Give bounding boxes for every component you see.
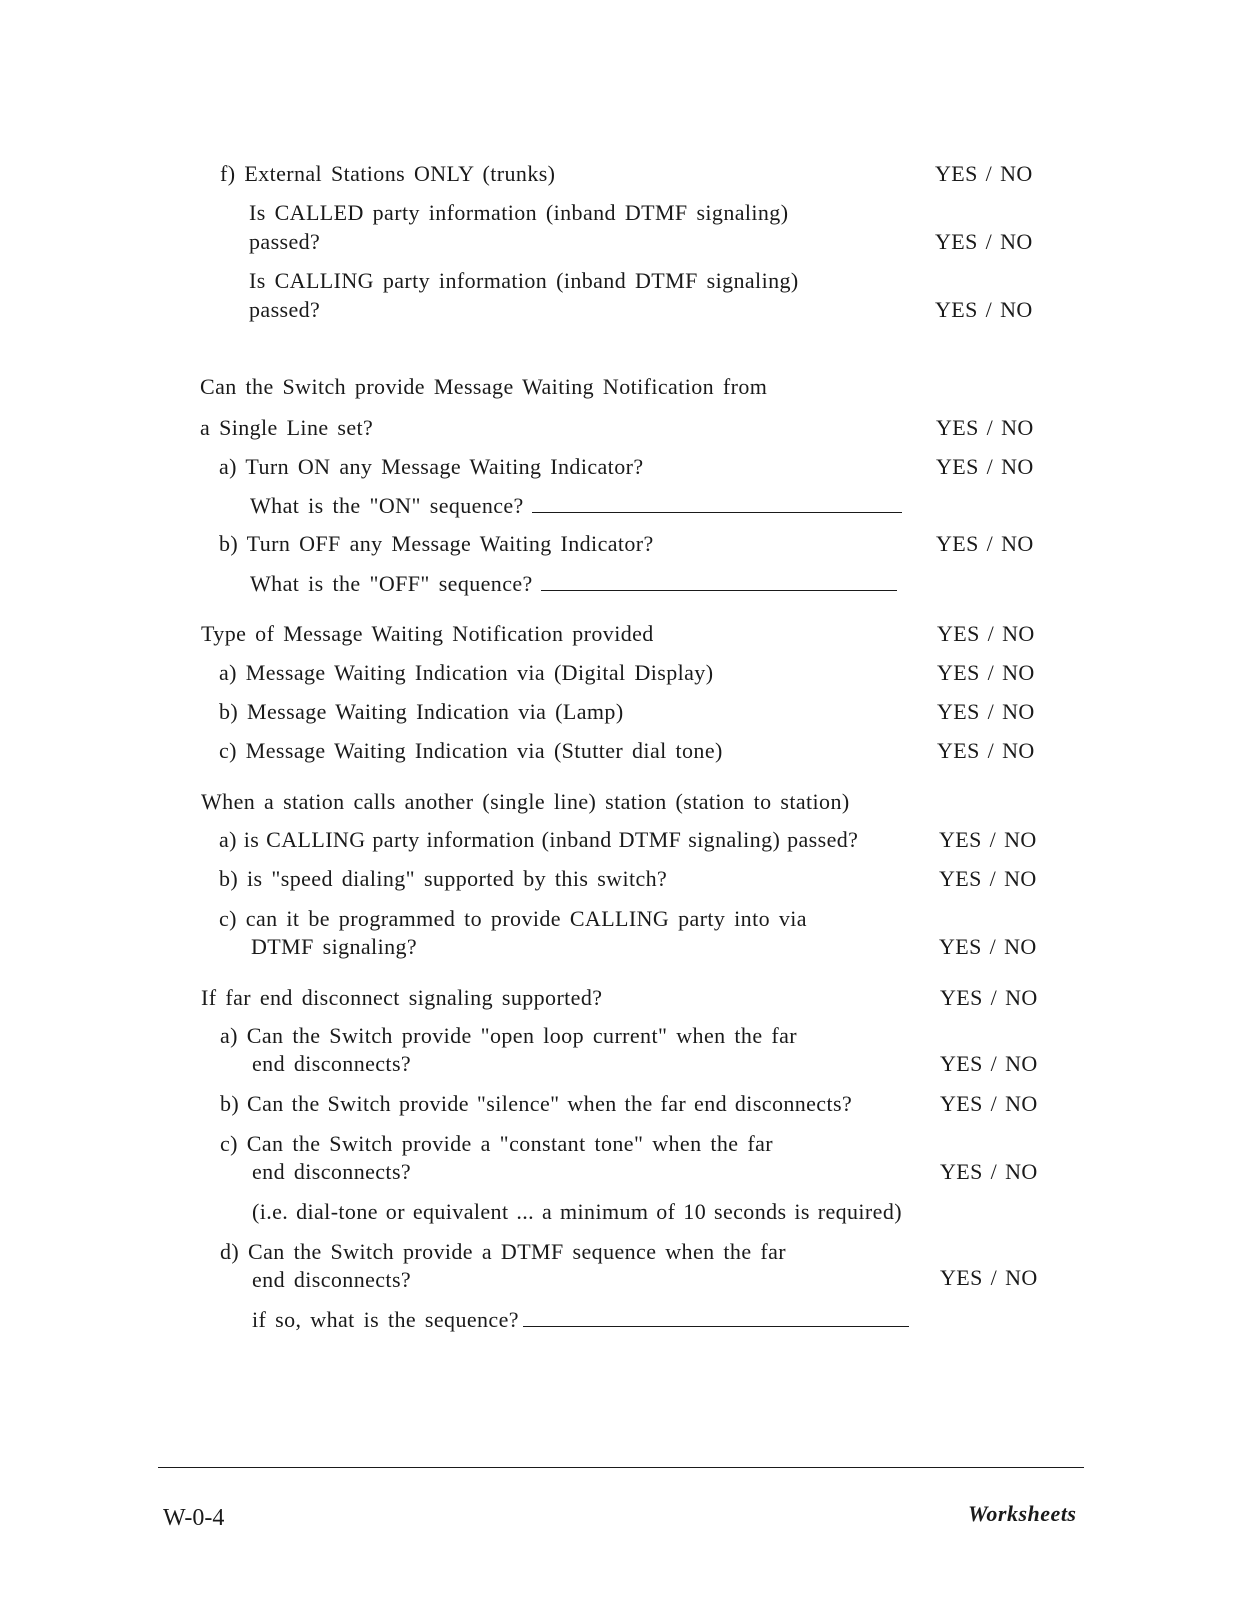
yes-no-option[interactable]: YES / NO (936, 454, 1034, 479)
page-number: W-0-4 (163, 1505, 225, 1531)
yes-no-option[interactable]: YES / NO (939, 866, 1037, 891)
yes-no-option[interactable]: YES / NO (935, 297, 1033, 322)
question-text: When a station calls another (single line) station (station to station) (201, 789, 850, 814)
question-text: d) Can the Switch provide a DTMF sequence when the far (220, 1239, 787, 1264)
yes-no-option[interactable]: YES / NO (937, 660, 1035, 685)
yes-no-option[interactable]: YES / NO (935, 229, 1033, 254)
question-text: a) Can the Switch provide "open loop current" when the far (220, 1023, 797, 1048)
question-text: c) Message Waiting Indication via (Stutter dial tone) (219, 738, 723, 763)
question-text: DTMF signaling? (251, 934, 418, 959)
question-text: If far end disconnect signaling supported? (201, 985, 603, 1010)
question-text: c) Can the Switch provide a "constant tone" when the far (220, 1131, 773, 1156)
answer-blank[interactable] (523, 1306, 909, 1327)
footer-divider (158, 1467, 1084, 1468)
note-text: (i.e. dial-tone or equivalent ... a minimum of 10 seconds is required) (252, 1199, 902, 1224)
question-text: b) Can the Switch provide "silence" when the far end disconnects? (220, 1091, 853, 1116)
section-title: Worksheets (968, 1501, 1077, 1526)
question-f-label: f) External Stations ONLY (trunks) (220, 161, 556, 186)
question-text: Type of Message Waiting Notification provided (201, 621, 654, 646)
yes-no-option[interactable]: YES / NO (936, 415, 1034, 440)
yes-no-option[interactable]: YES / NO (939, 934, 1037, 959)
question-text: Can the Switch provide Message Waiting Notification from (200, 374, 768, 399)
sequence-prompt (250, 570, 897, 598)
sequence-label: What is the "OFF" sequence? (250, 571, 533, 596)
yes-no-option[interactable]: YES / NO (937, 699, 1035, 724)
yes-no-option[interactable]: YES / NO (940, 1159, 1038, 1184)
question-text: a) Turn ON any Message Waiting Indicator? (219, 454, 644, 479)
question-text: passed? (249, 297, 321, 322)
question-text: a) Message Waiting Indication via (Digital Display) (219, 660, 714, 685)
question-text: b) Message Waiting Indication via (Lamp) (219, 699, 624, 724)
question-text: a) is CALLING party information (inband DTMF signaling) passed? (219, 827, 859, 852)
question-text: c) can it be programmed to provide CALLING party into via (219, 906, 807, 931)
question-text: a Single Line set? (200, 415, 374, 440)
question-text: passed? (249, 229, 321, 254)
sequence-label: if so, what is the sequence? (252, 1307, 519, 1332)
question-text: Is CALLED party information (inband DTMF signaling) (249, 200, 789, 225)
yes-no-option[interactable]: YES / NO (937, 738, 1035, 763)
question-text: Is CALLING party information (inband DTMF signaling) (249, 268, 799, 293)
yes-no-option[interactable]: YES / NO (936, 531, 1034, 556)
answer-blank[interactable] (541, 570, 897, 591)
question-text: end disconnects? (252, 1051, 412, 1076)
yes-no-option[interactable]: YES / NO (939, 827, 1037, 852)
sequence-prompt (250, 492, 902, 520)
yes-no-option[interactable]: YES / NO (940, 1091, 1038, 1116)
answer-blank[interactable] (532, 492, 902, 513)
question-text: b) is "speed dialing" supported by this switch? (219, 866, 668, 891)
yes-no-option[interactable]: YES / NO (940, 1051, 1038, 1076)
yes-no-option[interactable]: YES / NO (940, 985, 1038, 1010)
question-text: end disconnects? (252, 1159, 412, 1184)
yes-no-option[interactable]: YES / NO (937, 621, 1035, 646)
question-text: b) Turn OFF any Message Waiting Indicator? (219, 531, 654, 556)
yes-no-option[interactable]: YES / NO (935, 161, 1033, 186)
sequence-label: What is the "ON" sequence? (250, 493, 524, 518)
sequence-prompt (252, 1306, 909, 1334)
yes-no-option[interactable]: YES / NO (940, 1265, 1038, 1290)
question-text: end disconnects? (252, 1267, 412, 1292)
